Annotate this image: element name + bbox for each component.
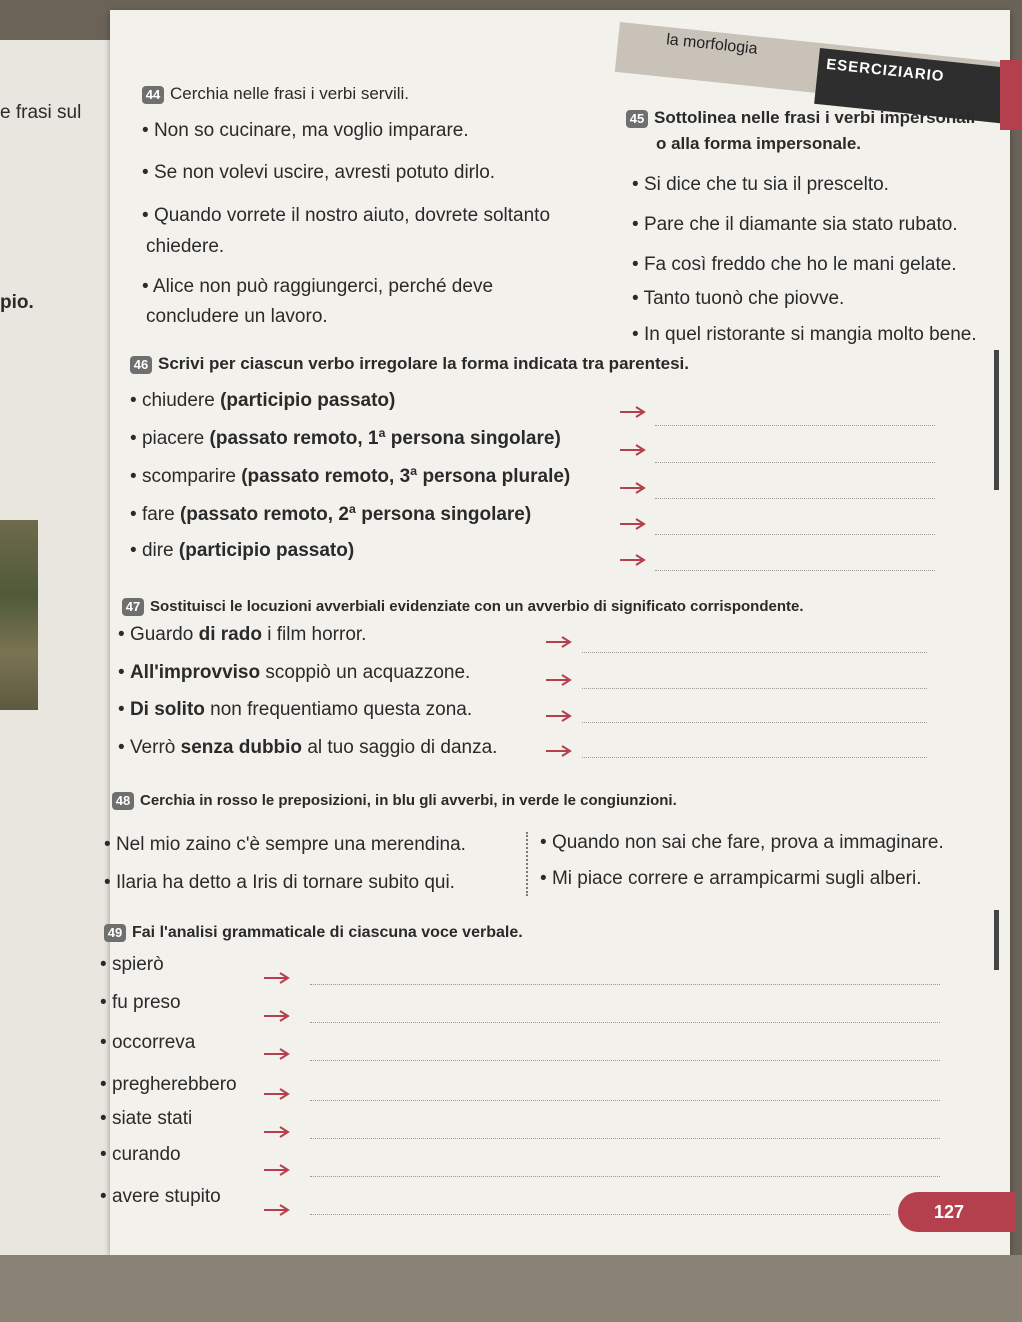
section-title: la morfologia (665, 31, 759, 58)
exercise-49-item: • siate stati (100, 1108, 193, 1129)
arrow-right-icon (620, 444, 646, 456)
exercise-47-item: • All'improvviso scoppiò un acquazzone. (118, 662, 471, 683)
exercise-number: 49 (104, 924, 126, 942)
arrow-right-icon (264, 1126, 290, 1138)
answer-line[interactable] (582, 757, 927, 758)
exercise-49-item: • avere stupito (100, 1186, 221, 1207)
exercise-47-item: • Di solito non frequentiamo questa zona. (118, 699, 473, 720)
answer-line[interactable] (655, 498, 935, 499)
exercise-number: 44 (142, 86, 164, 104)
exercise-47-item: • Verrò senza dubbio al tuo saggio di danza. (118, 737, 498, 758)
arrow-right-icon (546, 710, 572, 722)
exercise-44-item: • Se non volevi uscire, avresti potuto dirlo. (142, 162, 496, 183)
exercise-45-item: • Si dice che tu sia il prescelto. (632, 174, 889, 195)
answer-line[interactable] (310, 1060, 940, 1061)
answer-line[interactable] (310, 984, 940, 985)
arrow-right-icon (620, 482, 646, 494)
arrow-right-icon (264, 1204, 290, 1216)
exercise-49-item: • fu preso (100, 992, 181, 1013)
exercise-48-instruction: 48 Cerchia in rosso le preposizioni, in blu gli avverbi, in verde le congiunzioni. (112, 792, 677, 810)
exercise-46-item: • piacere (passato remoto, 1ª persona singolare) (130, 428, 561, 449)
arrow-right-icon (264, 1048, 290, 1060)
arrow-right-icon (264, 1164, 290, 1176)
exercise-48-item: • Ilaria ha detto a Iris di tornare subito qui. (104, 872, 455, 893)
exercise-47-instruction: 47 Sostituisci le locuzioni avverbiali evidenziate con un avverbio di significato corrispondente. (122, 598, 804, 616)
exercise-49-item: • spierò (100, 954, 164, 975)
exercise-46-item: • chiudere (participio passato) (130, 390, 396, 411)
exercise-45-item: • In quel ristorante si mangia molto bene. (632, 324, 977, 345)
exercise-46-item: • fare (passato remoto, 2ª persona singolare) (130, 504, 532, 525)
answer-line[interactable] (582, 652, 927, 653)
arrow-right-icon (264, 1088, 290, 1100)
arrow-right-icon (620, 554, 646, 566)
margin-bar (994, 910, 999, 970)
exercise-46-instruction: 46 Scrivi per ciascun verbo irregolare la forma indicata tra parentesi. (130, 354, 689, 374)
exercise-44-item: chiedere. (146, 236, 225, 257)
left-page-text: e frasi sul (0, 102, 82, 123)
answer-line[interactable] (655, 425, 935, 426)
column-divider (526, 832, 528, 896)
arrow-right-icon (264, 1010, 290, 1022)
exercise-number: 45 (626, 110, 648, 128)
exercise-46-item: • scomparire (passato remoto, 3ª persona plurale) (130, 466, 571, 487)
exercise-45-item: • Tanto tuonò che piovve. (632, 288, 845, 309)
exercise-46-item: • dire (participio passato) (130, 540, 355, 561)
answer-line[interactable] (655, 534, 935, 535)
page-number: 127 (898, 1192, 1016, 1232)
answer-line[interactable] (655, 462, 935, 463)
exercise-49-item: • curando (100, 1144, 181, 1165)
answer-line[interactable] (310, 1022, 940, 1023)
answer-line[interactable] (310, 1176, 940, 1177)
answer-line[interactable] (310, 1214, 890, 1215)
answer-line[interactable] (655, 570, 935, 571)
arrow-right-icon (264, 972, 290, 984)
arrow-right-icon (546, 636, 572, 648)
answer-line[interactable] (310, 1100, 940, 1101)
exercise-number: 47 (122, 598, 144, 616)
section-tag-label: ESERCIZIARIO (825, 55, 946, 86)
exercise-48-item: • Nel mio zaino c'è sempre una merendina. (104, 834, 466, 855)
background-photo (0, 520, 38, 710)
exercise-number: 46 (130, 356, 152, 374)
exercise-45-instruction: 45 Sottolinea nelle frasi i verbi impersonali (626, 108, 975, 128)
exercise-44-item: • Quando vorrete il nostro aiuto, dovrete soltanto (142, 205, 551, 226)
arrow-right-icon (546, 745, 572, 757)
exercise-49-instruction: 49 Fai l'analisi grammaticale di ciascuna voce verbale. (104, 924, 523, 942)
exercise-48-item: • Quando non sai che fare, prova a immaginare. (540, 832, 944, 853)
arrow-right-icon (620, 518, 646, 530)
exercise-48-item: • Mi piace correre e arrampicarmi sugli alberi. (540, 868, 922, 889)
exercise-45-item: • Pare che il diamante sia stato rubato. (632, 214, 958, 235)
exercise-49-item: • pregherebbero (100, 1074, 237, 1095)
exercise-45-instruction: o alla forma impersonale. (656, 134, 862, 153)
exercise-49-item: • occorreva (100, 1032, 196, 1053)
answer-line[interactable] (310, 1138, 940, 1139)
left-page-text: pio. (0, 292, 34, 313)
red-tab (1000, 60, 1022, 130)
exercise-number: 48 (112, 792, 134, 810)
arrow-right-icon (620, 406, 646, 418)
exercise-47-item: • Guardo di rado i film horror. (118, 624, 367, 645)
arrow-right-icon (546, 674, 572, 686)
floor (0, 1255, 1022, 1322)
exercise-44-item: • Non so cucinare, ma voglio imparare. (142, 120, 469, 141)
answer-line[interactable] (582, 688, 927, 689)
exercise-44-item: • Alice non può raggiungerci, perché deve (142, 276, 494, 297)
answer-line[interactable] (582, 722, 927, 723)
exercise-44-item: concludere un lavoro. (146, 306, 328, 327)
exercise-44-instruction: 44 Cerchia nelle frasi i verbi servili. (142, 84, 409, 104)
exercise-45-item: • Fa così freddo che ho le mani gelate. (632, 254, 957, 275)
margin-bar (994, 350, 999, 490)
